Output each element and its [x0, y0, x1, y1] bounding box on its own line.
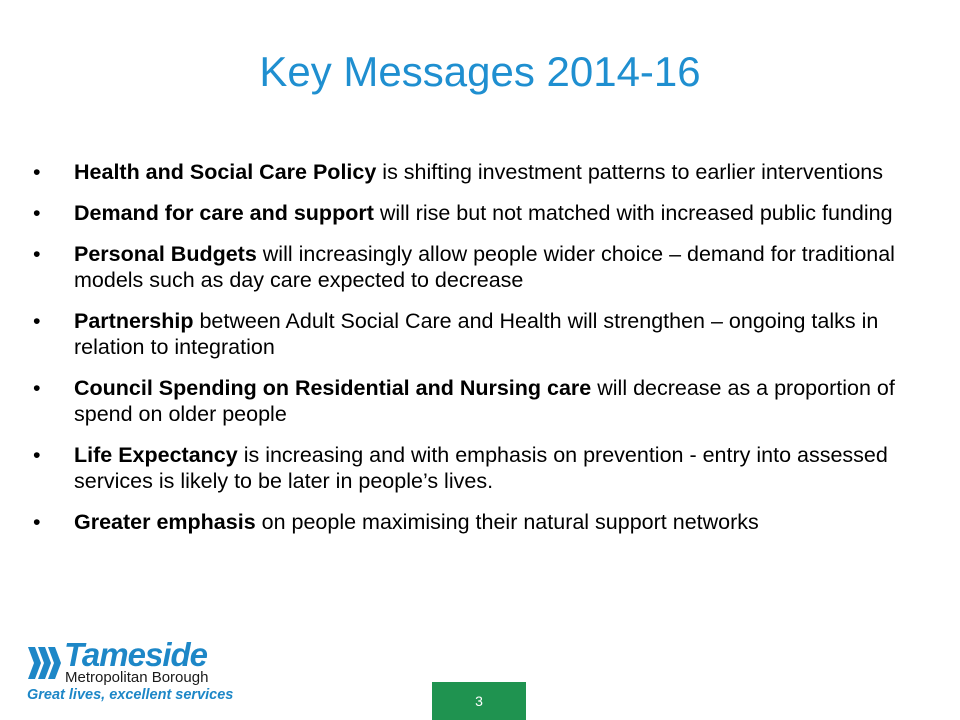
bullet-item [30, 442, 940, 494]
bullet-marker: • [33, 309, 41, 333]
bullet-marker: • [33, 376, 41, 400]
bullet-text: between Adult Social Care and Health will strengthen – ongoing talks in relation to integration [74, 309, 879, 359]
bullet-bold-text: Partnership [74, 309, 194, 333]
bullet-text: is increasing and with emphasis on prevention - entry into assessed services is likely to be later in people’s lives. [74, 443, 888, 493]
bullet-text: is shifting investment patterns to earlier interventions [376, 160, 884, 184]
bullet-item [30, 308, 940, 360]
tameside-stripes-icon [24, 643, 64, 683]
bullet-item [30, 375, 940, 427]
logo-name: Tameside [64, 636, 208, 673]
bullet-item [30, 200, 940, 226]
bullet-bold-text: Personal Budgets [74, 242, 257, 266]
bullet-marker: • [33, 510, 41, 534]
bullet-marker: • [33, 443, 41, 467]
key-messages-list [30, 159, 940, 550]
bullet-item [30, 241, 940, 293]
bullet-item [30, 159, 940, 185]
bullet-marker: • [33, 201, 41, 225]
logo-tagline: Great lives, excellent services [27, 687, 234, 703]
bullet-bold-text: Greater emphasis [74, 510, 256, 534]
bullet-text: will rise but not matched with increased public funding [373, 201, 893, 225]
bullet-bold-text: Demand for care and support [74, 201, 374, 225]
bullet-bold-text: Life Expectancy [74, 443, 238, 467]
bullet-bold-text: Council Spending on Residential and Nursing care [74, 376, 592, 400]
bullet-marker: • [33, 242, 41, 266]
page-number-badge [432, 682, 526, 720]
logo-subtitle: Metropolitan Borough [65, 669, 209, 686]
tameside-logo [24, 636, 254, 703]
bullet-item [30, 509, 940, 535]
bullet-marker: • [33, 160, 41, 184]
bullet-text: on people maximising their natural support networks [255, 510, 759, 534]
bullet-text: will increasingly allow people wider choice – demand for traditional models such as day care expected to decrease [74, 242, 895, 292]
bullet-text: will decrease as a proportion of spend on older people [74, 376, 895, 426]
page-number: 3 [475, 693, 483, 709]
slide-title: Key Messages 2014-16 [259, 48, 701, 95]
bullet-bold-text: Health and Social Care Policy [74, 160, 377, 184]
